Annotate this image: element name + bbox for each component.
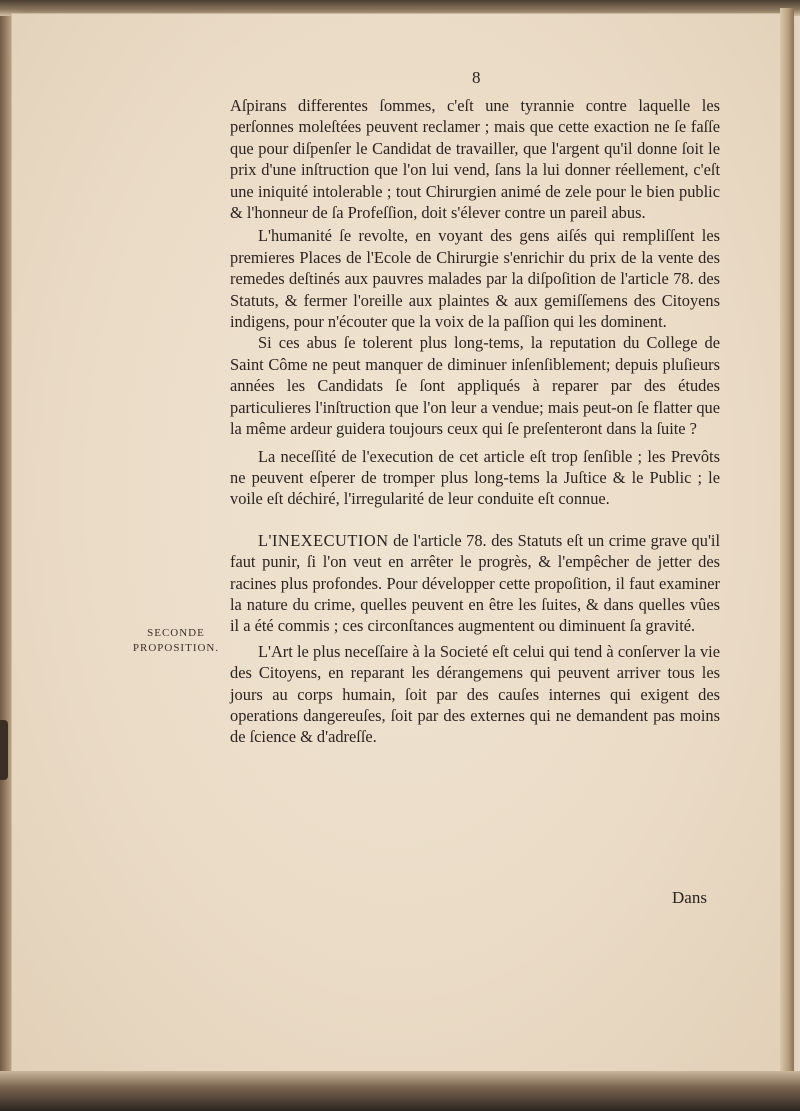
binding-mark [0,720,8,780]
catchword: Dans [672,888,707,907]
paragraph-5 [230,530,720,637]
margin-note-line-2: PROPOSITION. [132,642,220,654]
paragraph-4: La neceſſité de l'execution de cet article eſt trop ſenſible ; les Prevôts ne peuvent eſperer de tromper plus long-tems la Juſtice & le Public ; le voile eſt déchiré, l'irregularité de leur conduite eſt connue. [230,446,720,509]
body-text [230,95,720,748]
margin-note-line-1: SECONDE [147,627,205,639]
margin-note [128,626,224,656]
paragraph-2: L'humanité ſe revolte, en voyant des gens aiſés qui rempliſſent les premieres Places de l'Ecole de Chirurgie s'enrichir du prix de la vente des remedes deſtinés aux pauvres malades par la diſpoſition de l'article 78. des Statuts, & fermer l'oreille aux plaintes & aux gemiſſemens des Citoyens indigens, pour n'écouter que la voix de la paſſion qui les dominent. [230,226,720,332]
paragraph-6: L'Art le plus neceſſaire à la Societé eſt celui qui tend à conſerver la vie des Citoyens, en reparant les dérangemens qui peuvent arriver tous les jours au corps humain, ſoit par des cauſes internes qui exigent des operations dangereuſes, ſoit par des externes qui ne demandent pas moins de ſcience & d'adreſſe. [230,641,720,747]
paragraph-1: Aſpirans differentes ſommes, c'eſt une tyrannie contre laquelle les perſonnes moleſtées peuvent reclamer ; mais que cette exaction ne ſe faſſe que pour diſpenſer le Candidat de travailler, que l'argent qu'il donne ſoit le prix d'une inſtruction que l'on lui vend, ſans la lui donner réellement, c'eſt une iniquité intolerable ; tout Chirurgien animé de zele pour le bien public & l'honneur de ſa Profeſſion, doit s'élever contre un pareil abus. [230,96,720,223]
page-number: 8 [472,68,481,87]
paragraph-3: Si ces abus ſe tolerent plus long-tems, la reputation du College de Saint Côme ne peut manquer de diminuer inſenſiblement; depuis pluſieurs années les Candidats ſe ſont appliqués à reparer par des études particulieres l'inſtruction que l'on leur a vendue; mais peut-on ſe flatter que la même ardeur guidera toujours ceux qui ſe preſenteront dans la ſuite ? [230,333,720,439]
page-edge [780,8,794,1083]
paragraph-5-text: de l'article 78. des Statuts eſt un crime grave qu'il faut punir, ſi l'on veut en arrêter le progrès, & l'empêcher de jetter des racines plus profondes. Pour développer cette propoſition, il faut examiner la nature du crime, quelles peuvent en être les ſuites, & dans quelles vûes il a été commis ; ces circonſtances augmentent ou diminuent ſa gravité. [230,530,720,636]
bottom-edge [0,1071,800,1111]
second-proposition-lead: L'INEXECUTION [258,530,389,550]
